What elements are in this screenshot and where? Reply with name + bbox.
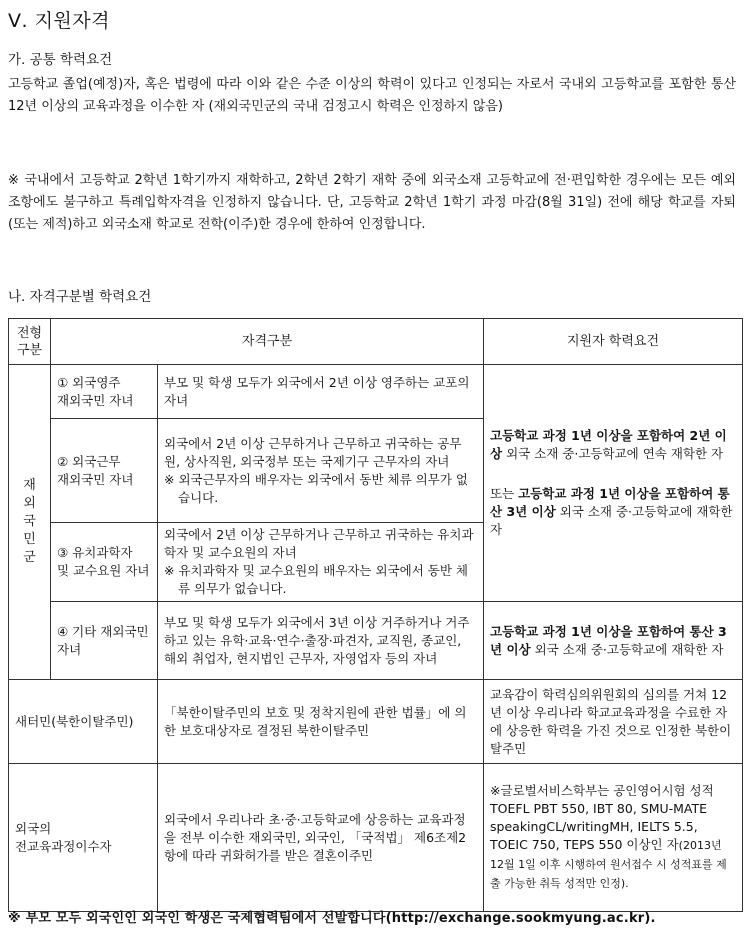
row-desc: 부모 및 학생 모두가 외국에서 2년 이상 영주하는 교포의 자녀 [158,365,484,419]
defector-req: 교육감이 학력심의위원회의 심의를 거쳐 12년 이상 우리나라 학교교육과정을 수료한 자에 상응한 학력을 가진 것으로 인정한 북한이탈주민 [484,680,743,764]
row-desc: 외국에서 2년 이상 근무하거나 근무하고 귀국하는 유치과학자 및 교수요원의 자녀 [164,527,474,560]
row-desc: 부모 및 학생 모두가 외국에서 3년 이상 거주하거나 거주하고 있는 유학·교육·연수·출장·파견자, 교직원, 종교인, 해외 취업자, 현지법인 근무자, 자영업자 등의 자녀 [158,602,484,680]
row-name: ④ 기타 재외국민 자녀 [51,602,158,680]
row-note: ※ 외국근무자의 배우자는 외국에서 동반 체류 의무가 없습니다. [164,471,468,505]
table-row [9,680,743,764]
row-desc-cell [158,419,484,523]
req-b-bold: 고등학교 과정 1년 이상을 포함하여 통산 3년 이상 [490,623,727,657]
section-title: Ⅴ. 지원자격 [8,10,110,32]
row-desc-cell [158,523,484,602]
req-b-rest: 외국 소재 중·고등학교에 재학한 자 [530,641,724,657]
header-qualification: 자격구분 [51,319,484,365]
header-requirement: 지원자 학력요건 [484,319,743,365]
common-heading: 가. 공통 학력요건 [8,52,113,68]
defector-name: 새터민(북한이탈주민) [9,680,158,764]
req-a-pre-2: 또는 [490,486,519,501]
table-header-row [9,319,743,365]
table-row [9,602,743,680]
req-a-rest-1: 외국 소재 중·고등학교에 연속 재학한 자 [502,446,724,461]
header-type: 전형 구분 [9,319,51,365]
row-desc: 외국에서 2년 이상 근무하거나 근무하고 귀국하는 공무원, 상사직원, 외국정부 또는 국제기구 근무자의 자녀 [164,435,462,469]
foreign-req-small: (2013년 12월 1일 이후 시행하여 원서접수 시 성적표를 제출 가능한 취득 성적만 인정). [490,839,727,890]
requirement-a [484,365,743,602]
footnote: ※ 부모 모두 외국인인 외국인 학생은 국제협력팀에서 선발합니다(http://exchange.sookmyung.ac.kr). [8,911,656,926]
foreign-desc: 외국에서 우리나라 초·중·고등학교에 상응하는 교육과정을 전부 이수한 재외국민, 외국인, 「국적법」 제6조제2항에 따라 귀화허가를 받은 결혼이주민 [158,764,484,912]
table-row [9,365,743,419]
defector-desc: 「북한이탈주민의 보호 및 정착지원에 관한 법률」에 의한 보호대상자로 결정된 북한이탈주민 [158,680,484,764]
row-name: ① 외국영주 재외국민 자녀 [51,365,158,419]
foreign-req-main: ※글로벌서비스학부는 공인영어시험 성적 TOEFL PBT 550, IBT 80, SMU-MATE speakingCL/writingMH, IELTS 5.5, TOEIC 750, TEPS 550 이상인 자 [490,783,714,852]
foreign-req [484,764,743,912]
req-a-rest-2: 외국 소재 중·고등학교에 재학한 자 [490,504,733,537]
req-a-bold-1: 고등학교 과정 1년 이상을 포함하여 2년 이상 [490,428,727,461]
row-note: ※ 유치과학자 및 교수요원의 배우자는 외국에서 동반 체류 의무가 없습니다. [164,563,468,596]
foreign-name: 외국의 전교육과정이수자 [9,764,158,912]
row-name: ③ 유치과학자 및 교수요원 자녀 [51,523,158,602]
row-name: ② 외국근무 재외국민 자녀 [51,419,158,523]
type-heading: 나. 자격구분별 학력요건 [8,289,152,305]
qualification-table [8,318,743,912]
requirement-b [484,602,743,680]
table-row [9,764,743,912]
req-a-bold-2: 고등학교 과정 1년 이상을 포함하여 통산 3년 이상 [490,486,730,519]
common-text: 고등학교 졸업(예정)자, 혹은 법령에 따라 이와 같은 수준 이상의 학력이 있다고 인정되는 자로서 국내외 고등학교를 포함한 통산 12년 이상의 교육과정을 이수한 자 (재외국민군의 국내 검정고시 학력은 인정하지 않음) [8,77,736,114]
common-note: ※ 국내에서 고등학교 2학년 1학기까지 재학하고, 2학년 2학기 재학 중에 외국소재 고등학교에 전·편입학한 경우에는 모든 예외조항에도 불구하고 특례입학자격을 인정하지 않습니다. 단, 고등학교 2학년 1학기 과정 마감(8월 31일) 전에 해당 학교를 자퇴(또는 제적)하고 외국소재 학교로 전학(이주)한 경우에 한하여 인정합니다. [8,173,736,232]
group-label: 재 외 국 민 군 [9,365,51,680]
